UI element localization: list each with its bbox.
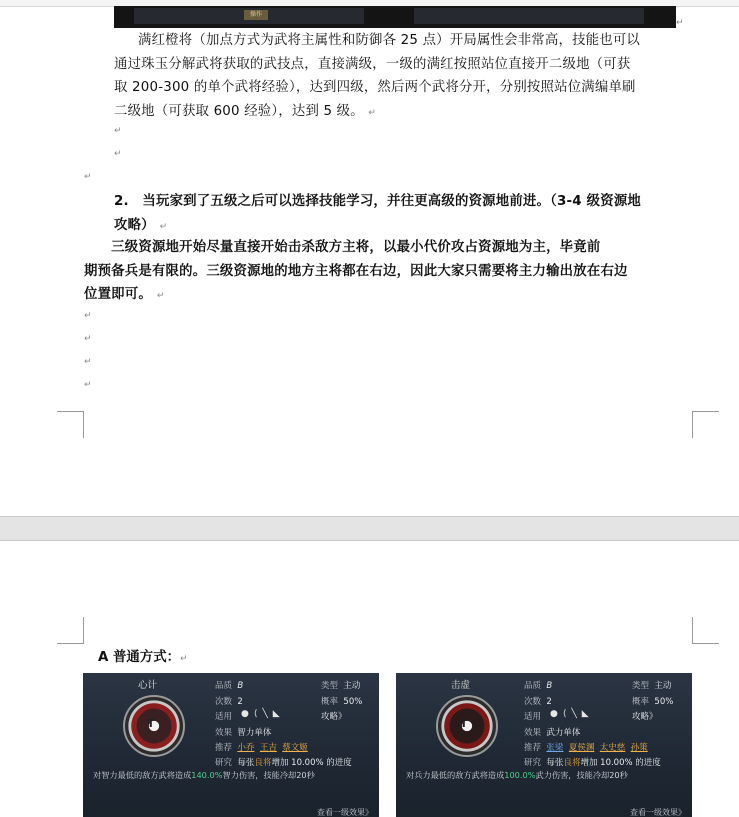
research-label: 研究 — [524, 758, 542, 768]
research-label: 研究 — [215, 758, 233, 768]
spear-icon: ╲ — [262, 709, 268, 719]
type-value: 主动 — [654, 681, 672, 691]
quality-label: 品质 — [524, 681, 542, 691]
recommend-general[interactable]: 太史慈 — [599, 743, 626, 753]
rate-label: 概率 — [321, 697, 339, 707]
recommend-general[interactable]: 夏侯渊 — [568, 743, 595, 753]
skill-emblem-icon: T — [123, 695, 185, 757]
shield-icon: ● — [241, 709, 249, 719]
section-heading-2[interactable] — [114, 190, 641, 237]
effect-value: 智力单体 — [237, 728, 272, 738]
rate-value: 50% — [343, 697, 363, 707]
text-line — [114, 214, 641, 238]
type-label: 类型 — [321, 681, 339, 691]
unit-type-icons — [550, 709, 594, 719]
rate-label: 概率 — [632, 697, 650, 707]
paragraph-mark: ↵ — [114, 149, 122, 159]
view-level-effect-link[interactable]: 查看一级效果》 — [630, 808, 686, 817]
paragraph-mark: ↵ — [84, 334, 92, 344]
paragraph-intro[interactable] — [114, 29, 640, 123]
desc-text: 武力伤害，技能冷却20秒 — [535, 770, 628, 780]
section-heading-a[interactable] — [98, 646, 188, 665]
bow-icon: ⟨ — [253, 709, 258, 719]
skill-description — [93, 770, 315, 781]
screenshot-panel-right — [414, 8, 644, 24]
margin-corner-top-right — [692, 617, 719, 644]
recommend-label: 推荐 — [215, 743, 233, 753]
text-line: 期预备兵是有限的。三级资源地的地方主将都在右边，因此大家只需要将主力输出放在右边 — [84, 263, 628, 279]
text-line — [84, 283, 628, 307]
quality-value: B — [237, 681, 244, 691]
paragraph-mark: ↵ — [84, 311, 92, 321]
desc-text: 对智力最低的敌方武将造成 — [93, 770, 192, 780]
desc-text: 对兵力最低的敌方武将造成 — [406, 770, 505, 780]
apply-label: 适用 — [215, 712, 233, 722]
desc-percent: 140.0% — [191, 770, 223, 780]
strategy-link[interactable]: 攻略》 — [321, 712, 347, 722]
recommend-general[interactable]: 小乔 — [237, 743, 255, 753]
quality-label: 品质 — [215, 681, 233, 691]
text-line-content: 二级地（可获取 600 经验），达到 5 级。 — [114, 103, 364, 119]
screenshot-button: 操作 — [244, 10, 268, 20]
paragraph-resource-strategy[interactable] — [84, 236, 628, 307]
skill-description — [406, 770, 628, 781]
strategy-link[interactable]: 攻略》 — [632, 712, 658, 722]
unit-type-icons — [241, 709, 285, 719]
margin-corner-bottom-left — [57, 411, 84, 438]
paragraph-mark: ↵ — [84, 172, 92, 182]
type-value: 主动 — [343, 681, 361, 691]
research-text: 增加 10.00% 的进度 — [271, 758, 352, 768]
text-line-content: 攻略） — [114, 217, 155, 233]
text-line: 2. 当玩家到了五级之后可以选择技能学习，并往更高级的资源地前进。（3-4 级资源地 — [114, 194, 642, 209]
margin-corner-bottom-right — [692, 411, 719, 438]
quality-value: B — [546, 681, 553, 691]
recommend-label: 推荐 — [524, 743, 542, 753]
research-quality: 良将 — [254, 758, 272, 768]
effect-label: 效果 — [524, 728, 542, 738]
skill-card-xinji — [83, 673, 379, 817]
text-line: 满红橙将（加点方式为武将主属性和防御各 25 点）开局属性会非常高，技能也可以 — [138, 33, 641, 48]
skill-card-jixu — [396, 673, 692, 817]
horse-icon: ◣ — [272, 709, 280, 719]
desc-text: 智力伤害，技能冷却20秒 — [222, 770, 315, 780]
paragraph-mark: ↵ — [114, 126, 122, 136]
paragraph-mark: ↵ — [156, 291, 165, 301]
paragraph-mark: ↵ — [676, 18, 684, 28]
embedded-game-screenshot-top — [114, 6, 676, 28]
times-value: 2 — [546, 697, 552, 707]
paragraph-mark: ↵ — [84, 380, 92, 390]
shield-icon: ● — [550, 709, 558, 719]
text-line: 三级资源地开始尽量直接开始击杀敌方主将，以最小代价攻占资源地为主，毕竟前 — [84, 240, 601, 255]
recommend-general[interactable]: 王吉 — [259, 743, 277, 753]
text-line — [114, 100, 640, 124]
paragraph-mark: ↵ — [159, 221, 168, 232]
research-quality: 良将 — [563, 758, 581, 768]
paragraph-mark: ↵ — [368, 107, 377, 118]
times-label: 次数 — [524, 697, 542, 707]
page-break-gap — [0, 516, 739, 541]
view-level-effect-link[interactable]: 查看一级效果》 — [317, 808, 373, 817]
heading-text: A 普通方式： — [98, 650, 180, 665]
rate-value: 50% — [654, 697, 674, 707]
skill-name: 心计 — [138, 680, 158, 691]
effect-value: 武力单体 — [546, 728, 581, 738]
recommend-general[interactable]: 孙策 — [630, 743, 648, 753]
text-line-content: 位置即可。 — [84, 287, 152, 302]
recommend-general[interactable]: 张梁 — [546, 743, 564, 753]
bow-icon: ⟨ — [562, 709, 567, 719]
skill-emblem-icon: T — [436, 695, 498, 757]
research-text: 每张 — [237, 758, 255, 768]
paragraph-mark: ↵ — [179, 654, 188, 664]
times-label: 次数 — [215, 697, 233, 707]
apply-label: 适用 — [524, 712, 542, 722]
horse-icon: ◣ — [581, 709, 589, 719]
skill-name: 击虚 — [451, 680, 471, 691]
desc-percent: 100.0% — [504, 770, 536, 780]
margin-corner-top-left — [57, 617, 84, 644]
effect-label: 效果 — [215, 728, 233, 738]
research-text: 每张 — [546, 758, 564, 768]
spear-icon: ╲ — [571, 709, 577, 719]
research-text: 增加 10.00% 的进度 — [580, 758, 661, 768]
text-line: 取 200-300 的单个武将经验），达到四级，然后两个武将分开，分别按照站位满编单刷 — [114, 80, 636, 95]
times-value: 2 — [237, 697, 243, 707]
type-label: 类型 — [632, 681, 650, 691]
recommend-general[interactable]: 蔡文姬 — [282, 743, 308, 753]
text-line: 通过珠玉分解武将获取的武技点，直接满级，一级的满红按照站位直接开二级地（可获 — [114, 56, 631, 72]
paragraph-mark: ↵ — [84, 357, 92, 367]
